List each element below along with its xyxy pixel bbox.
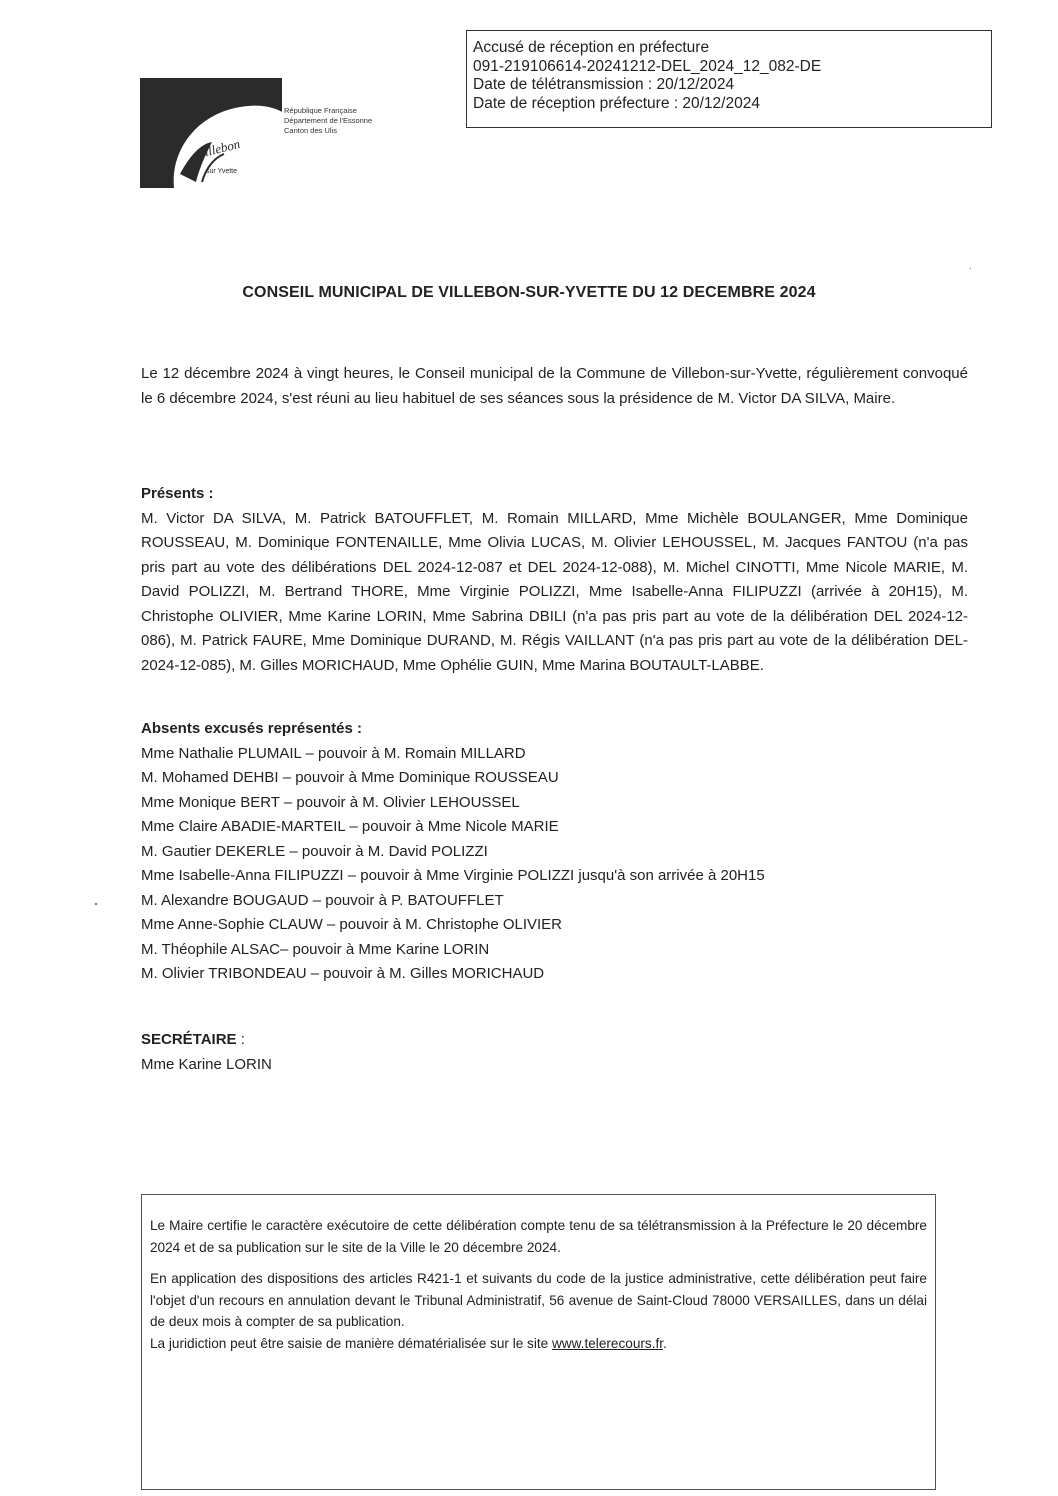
list-item: Mme Isabelle-Anna FILIPUZZI – pouvoir à Mme Virginie POLIZZI jusqu'à son arrivée à 20H15 — [141, 867, 765, 884]
document-title: CONSEIL MUNICIPAL DE VILLEBON-SUR-YVETTE DU 12 DECEMBRE 2024 — [242, 284, 816, 301]
stamp-reception-date: Date de réception préfecture : 20/12/2024 — [473, 94, 760, 112]
secretaire-name: Mme Karine LORIN — [141, 1055, 272, 1073]
telerecours-period: . — [663, 1335, 667, 1351]
certification-box — [141, 1194, 936, 1490]
stamp-reference: 091-219106614-20241212-DEL_2024_12_082-DE — [473, 57, 822, 75]
list-item: Mme Anne-Sophie CLAUW – pouvoir à M. Christophe OLIVIER — [141, 916, 563, 933]
logo-wordmark-sub: sur Yvette — [206, 168, 238, 175]
absents-list — [141, 742, 968, 987]
intro-paragraph: Le 12 décembre 2024 à vingt heures, le Conseil municipal de la Commune de Villebon-sur-Yvette, régulièrement convoqué le 6 décembre 2024, s'est réuni au lieu habituel de ses séances sous la présidence de M. Victor DA SILVA, Maire. — [141, 365, 968, 407]
list-item: Mme Monique BERT – pouvoir à M. Olivier LEHOUSSEL — [141, 793, 520, 811]
villebon-logo — [140, 78, 282, 188]
list-item: M. Alexandre BOUGAUD – pouvoir à P. BATOUFFLET — [141, 891, 504, 909]
telerecours-paragraph — [150, 1333, 927, 1355]
telerecours-text: La juridiction peut être saisie de manière dématérialisée sur le site — [150, 1335, 552, 1351]
secretaire-colon: : — [236, 1031, 245, 1048]
list-item: Mme Claire ABADIE-MARTEIL – pouvoir à Mme Nicole MARIE — [141, 818, 559, 835]
list-item: M. Théophile ALSAC– pouvoir à Mme Karine LORIN — [141, 940, 490, 958]
stamp-transmission-date: Date de télétransmission : 20/12/2024 — [473, 76, 735, 93]
scan-speck — [95, 903, 97, 905]
stamp-line: Accusé de réception en préfecture — [473, 39, 710, 56]
list-item: M. Gautier DEKERLE – pouvoir à M. David POLIZZI — [141, 842, 488, 860]
logo-caption-line: République Française — [284, 106, 357, 115]
secretaire-heading: SECRÉTAIRE — [141, 1031, 237, 1048]
logo-caption-line: Département de l'Essonne — [284, 116, 373, 125]
presents-list: M. Victor DA SILVA, M. Patrick BATOUFFLET, M. Romain MILLARD, Mme Michèle BOULANGER, Mme Dominique ROUSSEAU, M. Dominique FONTENAILLE, Mme Olivia LUCAS, M. Olivier LEHOUSSEL, M. Jacques FANTOU (n'a pas pris part au vote des délibérations DEL 2024-12-087 et DEL 2024-12-088), M. Michel CINOTTI, Mme Nicole MARIE, M. David POLIZZI, M. Bertrand THORE, Mme Virginie POLIZZI, Mme Isabelle-Anna FILIPUZZI (arrivée à 20H15), M. Christophe OLIVIER, Mme Karine LORIN, Mme Sabrina DBILI (n'a pas pris part au vote de la délibération DEL 2024-12-086), M. Patrick FAURE, Mme Dominique DURAND, M. Régis VAILLANT (n'a pas pris part au vote de la délibération DEL-2024-12-085), M. Gilles MORICHAUD, Mme Ophélie GUIN, Mme Marina BOUTAULT-LABBE. — [141, 509, 968, 674]
telerecours-link[interactable]: www.telerecours.fr — [551, 1335, 664, 1351]
logo-caption — [284, 106, 372, 136]
secretaire-section — [141, 1028, 968, 1077]
absents-heading: Absents excusés représentés : — [141, 720, 362, 737]
scan-speck — [970, 268, 971, 269]
presents-section — [141, 482, 968, 678]
logo-wordmark: Villebon — [196, 136, 242, 162]
certification-paragraph: Le Maire certifie le caractère exécutoire de cette délibération compte tenu de sa télétransmission à la Préfecture le 20 décembre 2024 et de sa publication sur le site de la Ville le 20 décembre 2024. — [150, 1218, 927, 1255]
secretaire-heading-line — [141, 1028, 968, 1053]
absents-section — [141, 717, 968, 987]
logo-caption-line: Canton des Ulis — [284, 126, 337, 135]
appeal-paragraph: En application des dispositions des articles R421-1 et suivants du code de la justice administrative, cette délibération peut faire l'objet d'un recours en annulation devant le Tribunal Administratif, 56 avenue de Saint-Cloud 78000 VERSAILLES, dans un délai de deux mois à compter de sa publication. — [150, 1271, 927, 1329]
presents-heading: Présents : — [141, 485, 214, 502]
list-item: M. Mohamed DEHBI – pouvoir à Mme Dominique ROUSSEAU — [141, 769, 559, 786]
list-item: M. Olivier TRIBONDEAU – pouvoir à M. Gilles MORICHAUD — [141, 965, 545, 982]
list-item: Mme Nathalie PLUMAIL – pouvoir à M. Romain MILLARD — [141, 744, 526, 762]
reception-stamp — [466, 30, 992, 128]
